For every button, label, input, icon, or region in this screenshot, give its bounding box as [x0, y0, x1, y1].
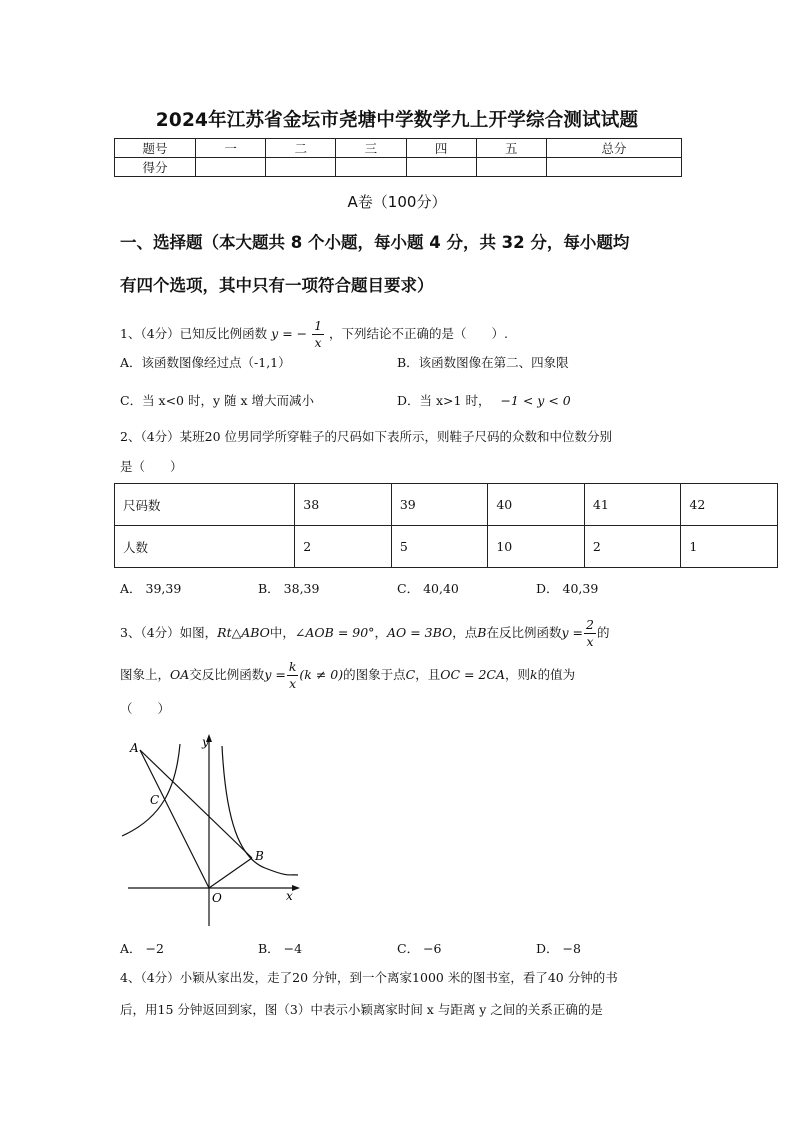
q3-math: OA	[170, 667, 190, 682]
q3-fraction-2	[287, 659, 299, 692]
q2-option-c-value: 40,40	[423, 581, 459, 596]
q3-frac2-den: x	[289, 676, 297, 691]
q2-option-b[interactable]	[258, 580, 319, 598]
q2-option-a-label: A．	[120, 581, 142, 596]
table-cell: 2	[295, 526, 392, 568]
part1-heading-line1: 一、选择题（本大题共 8 个小题，每小题 4 分，共 32 分，每小题均	[120, 233, 630, 252]
q1-fraction	[312, 318, 324, 351]
q3-frac2-num: k	[288, 659, 297, 674]
table-cell: 39	[391, 484, 488, 526]
q1-option-d[interactable]	[397, 392, 571, 410]
q3-figure	[110, 728, 310, 933]
score-table-header-row	[115, 139, 682, 158]
q3-option-a[interactable]	[120, 940, 164, 958]
q3-text: 的图象于点	[343, 667, 406, 682]
q3-option-c[interactable]	[397, 940, 442, 958]
score-cell[interactable]	[476, 158, 546, 177]
label-a: A	[130, 741, 139, 755]
score-cell[interactable]	[196, 158, 266, 177]
score-header-cell: 三	[336, 139, 406, 158]
score-header-cell: 题号	[115, 139, 196, 158]
q1-func: y = −	[271, 326, 308, 341]
q1-option-c[interactable]: C．当 x<0 时，y 随 x 增大而减小	[120, 393, 315, 408]
q3-option-b[interactable]	[258, 940, 302, 958]
q3-math: ∠AOB = 90°	[294, 625, 375, 640]
table-cell: 42	[681, 484, 778, 526]
score-header-cell: 五	[476, 139, 546, 158]
q2-option-c-label: C．	[397, 581, 420, 596]
q3-text: ，且	[415, 667, 441, 682]
score-header-cell: 一	[196, 139, 266, 158]
q3-option-c-label: C．	[397, 941, 420, 956]
q3-option-d-value: −8	[562, 941, 581, 956]
q3-math: (k ≠ 0)	[299, 667, 344, 682]
part1-heading-line2: 有四个选项，其中只有一项符合题目要求）	[120, 276, 434, 295]
q1-option-d-text: D．当 x>1 时，	[397, 393, 491, 408]
q2-stem-line2: 是（ ）	[120, 459, 183, 474]
q4-stem-line1: 4、（4分）小颖从家出发，走了20 分钟，到一个离家1000 米的图书室，看了40 分钟的书	[120, 970, 618, 985]
q3-math: Rt△ABO	[217, 625, 270, 640]
q1-option-b[interactable]: B．该函数图像在第二、四象限	[397, 355, 569, 370]
q3-text: 中，	[269, 625, 295, 640]
score-cell[interactable]	[406, 158, 476, 177]
q3-option-d[interactable]	[536, 940, 581, 958]
q3-math: k	[530, 667, 538, 682]
q3-math: OC = 2CA	[440, 667, 505, 682]
score-row-label: 得分	[115, 158, 196, 177]
q3-math: y =	[264, 667, 286, 682]
score-cell[interactable]	[546, 158, 681, 177]
q3-text: 图象上，	[120, 667, 171, 682]
q1-prefix: 1、（4分）已知反比例函数	[120, 326, 268, 341]
q2-option-d-label: D．	[536, 581, 559, 596]
q3-text: ，	[374, 625, 387, 640]
q2-option-d-value: 40,39	[562, 581, 599, 596]
q2-option-d[interactable]	[536, 580, 598, 598]
q3-math: AO = 3BO	[386, 625, 453, 640]
page-title: 2024年江苏省金坛市尧塘中学数学九上开学综合测试试题	[155, 110, 639, 131]
q2-option-c[interactable]	[397, 580, 459, 598]
table-cell: 2	[584, 526, 681, 568]
q3-option-b-value: −4	[283, 941, 303, 956]
q3-stem-line1	[120, 617, 609, 650]
label-x: x	[286, 889, 293, 903]
q3-text: 在反比例函数	[486, 625, 562, 640]
curve-k-over-x	[122, 744, 180, 836]
q3-option-d-label: D．	[536, 941, 559, 956]
label-o: O	[212, 891, 222, 905]
shoe-size-table	[114, 483, 778, 568]
q3-text: ，则	[505, 667, 531, 682]
q2-option-a[interactable]	[120, 580, 181, 598]
table-cell: 38	[295, 484, 392, 526]
table-cell: 尺码数	[115, 484, 295, 526]
q3-math: B	[477, 625, 487, 640]
q3-fraction-1	[584, 617, 596, 650]
table-cell: 1	[681, 526, 778, 568]
x-axis-arrow-icon	[292, 885, 300, 891]
score-cell[interactable]	[336, 158, 406, 177]
q1-stem	[120, 318, 508, 351]
q3-option-c-value: −6	[423, 941, 442, 956]
shoe-count-row	[115, 526, 778, 568]
q1-option-a[interactable]: A．该函数图像经过点（-1,1）	[120, 355, 291, 370]
score-table-score-row	[115, 158, 682, 177]
score-table	[114, 138, 682, 177]
score-cell[interactable]	[266, 158, 336, 177]
table-cell: 40	[488, 484, 585, 526]
table-cell: 10	[488, 526, 585, 568]
segment-oa	[140, 750, 209, 888]
q3-text: 的	[596, 625, 610, 640]
q1-option-d-math: −1 < y < 0	[500, 393, 571, 408]
shoe-size-row	[115, 484, 778, 526]
label-y: y	[202, 735, 209, 749]
table-cell: 人数	[115, 526, 295, 568]
q3-option-b-label: B．	[258, 941, 280, 956]
q3-text: ，点	[452, 625, 478, 640]
q2-option-a-value: 39,39	[145, 581, 182, 596]
section-a-heading: A卷（100分）	[347, 193, 447, 211]
q3-option-a-label: A．	[120, 941, 142, 956]
segment-ob	[209, 858, 252, 888]
q3-stem-line2	[120, 659, 575, 692]
q2-option-b-label: B．	[258, 581, 280, 596]
q2-stem-line1: 2、（4分）某班20 位男同学所穿鞋子的尺码如下表所示，则鞋子尺码的众数和中位数分别	[120, 429, 613, 444]
q3-text: 3、（4分）如图，	[120, 625, 218, 640]
q3-option-a-value: −2	[145, 941, 164, 956]
q1-frac-den: x	[314, 335, 322, 350]
score-header-cell: 二	[266, 139, 336, 158]
q4-stem-line2: 后，用15 分钟返回到家，图（3）中表示小颖离家时间 x 与距离 y 之间的关系正确的是	[120, 1002, 603, 1017]
q3-math: y =	[561, 625, 584, 640]
q1-frac-num: 1	[314, 318, 323, 333]
table-cell: 41	[584, 484, 681, 526]
label-b: B	[255, 849, 264, 863]
q3-stem-line3: （ ）	[120, 701, 171, 716]
score-header-cell: 总分	[546, 139, 681, 158]
score-header-cell: 四	[406, 139, 476, 158]
q3-text: 交反比例函数	[189, 667, 265, 682]
q1-suffix: ，下列结论不正确的是（ ）.	[329, 326, 509, 341]
q3-text: 的值为	[537, 667, 576, 682]
q2-option-b-value: 38,39	[283, 581, 320, 596]
label-c: C	[150, 793, 160, 807]
q3-frac1-num: 2	[586, 617, 594, 632]
q3-math: C	[405, 667, 416, 682]
table-cell: 5	[391, 526, 488, 568]
q3-frac1-den: x	[586, 634, 594, 649]
